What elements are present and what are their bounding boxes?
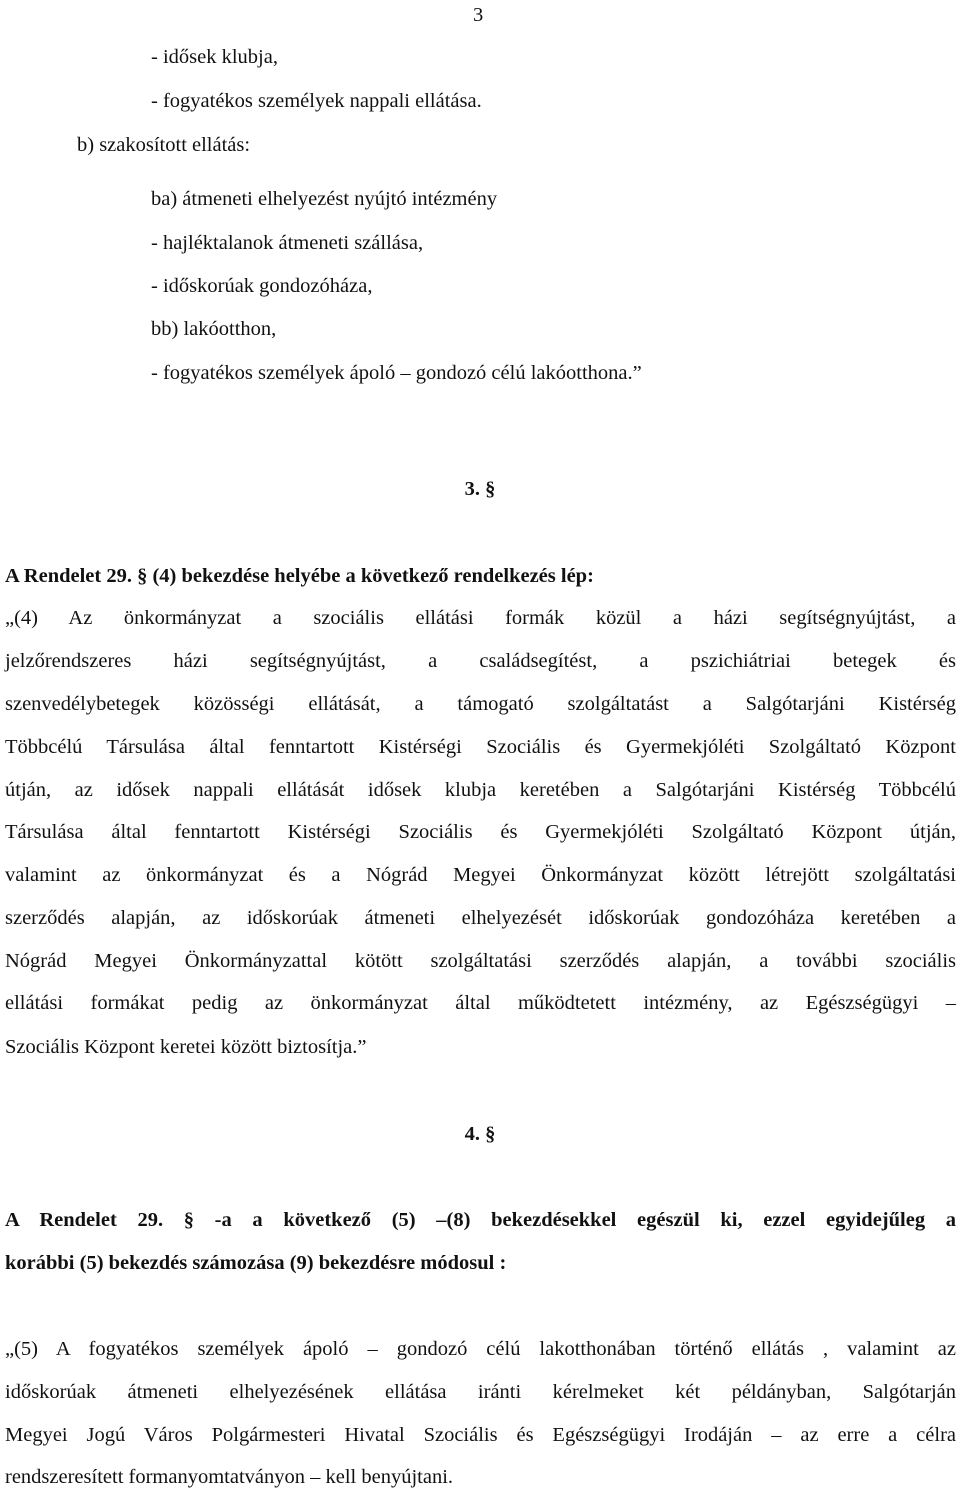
list-item: - fogyatékos személyek ápoló – gondozó célú lakóotthona.” bbox=[151, 362, 642, 384]
list-item: - idősek klubja, bbox=[151, 46, 278, 68]
section-heading: 4. § bbox=[464, 1123, 496, 1145]
paragraph-line: jelzőrendszeres házi segítségnyújtást, a családsegítést, a pszichiátriai betegek és bbox=[5, 650, 956, 672]
paragraph-line: „(5) A fogyatékos személyek ápoló – gondozó célú lakotthonában történő ellátás , valamint az bbox=[5, 1338, 956, 1360]
list-item: - hajléktalanok átmeneti szállása, bbox=[151, 232, 424, 254]
section-heading: 3. § bbox=[464, 478, 496, 500]
section-intro: A Rendelet 29. § -a a következő (5) –(8) bekezdésekkel egészül ki, ezzel egyidejűleg a bbox=[5, 1209, 956, 1231]
paragraph-line: szerződés alapján, az időskorúak átmeneti elhelyezését időskorúak gondozóháza keretében a bbox=[5, 907, 956, 929]
list-item: ba) átmeneti elhelyezést nyújtó intézmény bbox=[151, 188, 498, 210]
list-item: - fogyatékos személyek nappali ellátása. bbox=[151, 90, 482, 112]
paragraph-line: időskorúak átmeneti elhelyezésének ellátása iránti kérelmeket két példányban, Salgótarján bbox=[5, 1381, 956, 1403]
paragraph-line: Szociális Központ keretei között biztosítja.” bbox=[5, 1036, 367, 1058]
paragraph-line: rendszeresített formanyomtatványon – kell benyújtani. bbox=[5, 1466, 454, 1488]
section-intro: A Rendelet 29. § (4) bekezdése helyébe a következő rendelkezés lép: bbox=[5, 565, 594, 587]
list-item: bb) lakóotthon, bbox=[151, 318, 277, 340]
paragraph-line: Többcélú Társulása által fenntartott Kistérségi Szociális és Gyermekjóléti Szolgáltató Központ bbox=[5, 736, 956, 758]
paragraph-line: valamint az önkormányzat és a Nógrád Megyei Önkormányzat között létrejött szolgáltatási bbox=[5, 864, 956, 886]
page-number: 3 bbox=[473, 4, 484, 26]
paragraph-line: Társulása által fenntartott Kistérségi Szociális és Gyermekjóléti Szolgáltató Központ útján, bbox=[5, 821, 956, 843]
paragraph-line: Nógrád Megyei Önkormányzattal kötött szolgáltatási szerződés alapján, a további szociális bbox=[5, 950, 956, 972]
paragraph-line: Megyei Jogú Város Polgármesteri Hivatal Szociális és Egészségügyi Irodáján – az erre a célra bbox=[5, 1424, 956, 1446]
list-item: - időskorúak gondozóháza, bbox=[151, 275, 373, 297]
list-item: b) szakosított ellátás: bbox=[77, 134, 251, 156]
paragraph-line: „(4) Az önkormányzat a szociális ellátási formák közül a házi segítségnyújtást, a bbox=[5, 607, 956, 629]
paragraph-line: ellátási formákat pedig az önkormányzat által működtetett intézmény, az Egészségügyi – bbox=[5, 992, 956, 1014]
paragraph-line: szenvedélybetegek közösségi ellátását, a támogató szolgáltatást a Salgótarjáni Kistérség bbox=[5, 693, 956, 715]
paragraph-line: útján, az idősek nappali ellátását idősek klubja keretében a Salgótarjáni Kistérség Többcélú bbox=[5, 779, 956, 801]
section-intro: korábbi (5) bekezdés számozása (9) bekezdésre módosul : bbox=[5, 1252, 507, 1274]
